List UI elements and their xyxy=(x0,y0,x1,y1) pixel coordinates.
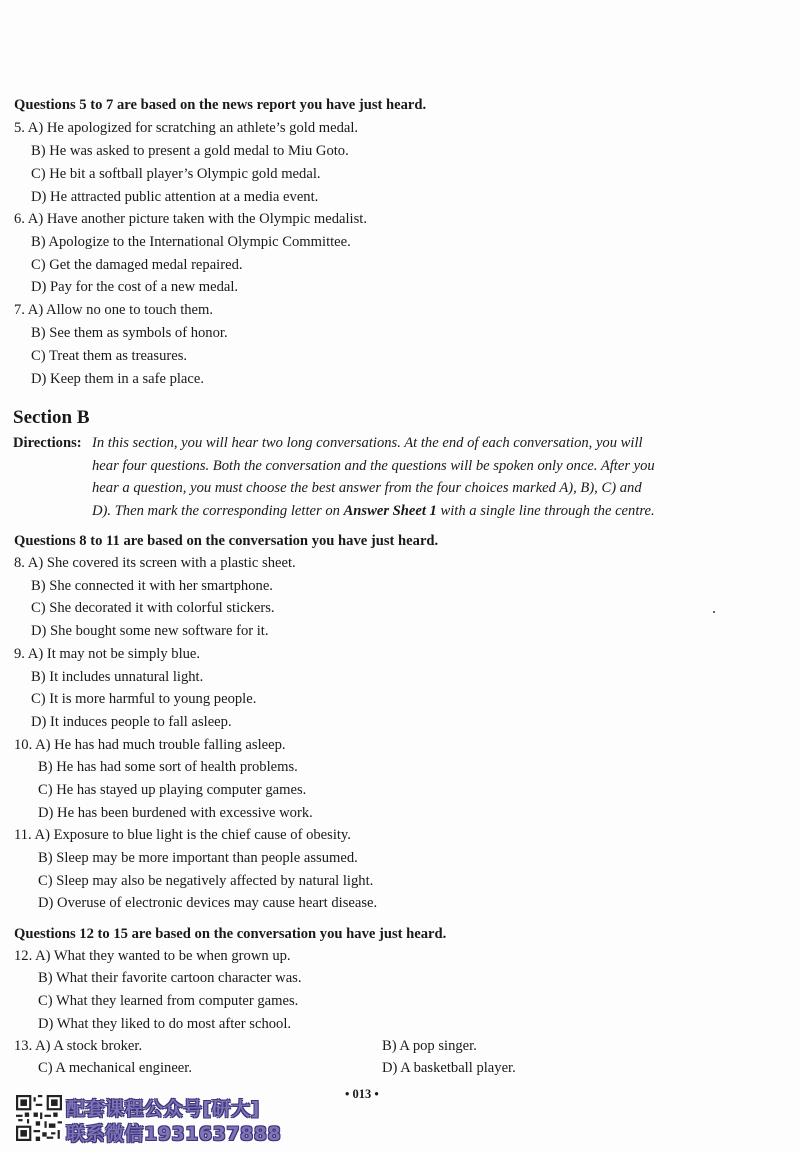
option-10d: D) He has been burdened with excessive work. xyxy=(38,805,313,821)
option-7d: D) Keep them in a safe place. xyxy=(31,371,205,387)
option-12b: B) What their favorite cartoon character was. xyxy=(38,970,302,986)
option-5c: C) He bit a softball player’s Olympic gold medal. xyxy=(31,166,321,182)
promo-watermark-line-1: 配套课程公众号[研大] xyxy=(66,1098,260,1120)
option-7b: B) See them as symbols of honor. xyxy=(31,325,228,341)
directions-line-1: In this section, you will hear two long conversations. At the end of each conversation, you will xyxy=(92,435,643,451)
directions-line-2: hear four questions. Both the conversation and the questions will be spoken only once. After you xyxy=(92,457,655,474)
question-10: 10. A) He has had much trouble falling asleep. xyxy=(14,737,286,753)
question-6: 6. A) Have another picture taken with the Olympic medalist. xyxy=(14,211,367,227)
option-9d: D) It induces people to fall asleep. xyxy=(31,714,232,730)
qr-code-icon xyxy=(16,1095,62,1141)
question-group-heading: Questions 12 to 15 are based on the conversation you have just heard. xyxy=(14,926,447,942)
option-11d: D) Overuse of electronic devices may cause heart disease. xyxy=(38,895,378,911)
option-11b: B) Sleep may be more important than people assumed. xyxy=(38,850,358,866)
question-12: 12. A) What they wanted to be when grown up. xyxy=(14,948,291,964)
option-13b: B) A pop singer. xyxy=(382,1038,477,1054)
directions-label: Directions: xyxy=(13,435,82,451)
option-9c: C) It is more harmful to young people. xyxy=(31,691,257,707)
option-6c: C) Get the damaged medal repaired. xyxy=(31,257,243,273)
option-12c: C) What they learned from computer games. xyxy=(38,993,299,1009)
question-11: 11. A) Exposure to blue light is the chief cause of obesity. xyxy=(14,827,351,843)
option-8b: B) She connected it with her smartphone. xyxy=(31,578,273,594)
question-group-heading: Questions 8 to 11 are based on the conversation you have just heard. xyxy=(14,533,439,549)
section-title: Section B xyxy=(13,407,90,428)
option-8d: D) She bought some new software for it. xyxy=(31,623,269,639)
option-6b: B) Apologize to the International Olympic Committee. xyxy=(31,234,351,250)
question-9: 9. A) It may not be simply blue. xyxy=(14,646,201,662)
question-7: 7. A) Allow no one to touch them. xyxy=(14,302,214,318)
question-group-heading: Questions 5 to 7 are based on the news report you have just heard. xyxy=(14,97,427,113)
option-10c: C) He has stayed up playing computer games. xyxy=(38,782,307,798)
option-8c: C) She decorated it with colorful stickers. xyxy=(31,600,275,616)
question-5: 5. A) He apologized for scratching an athlete’s gold medal. xyxy=(14,120,359,136)
question-13: 13. A) A stock broker. xyxy=(14,1038,143,1054)
option-9b: B) It includes unnatural light. xyxy=(31,669,204,685)
option-7c: C) Treat them as treasures. xyxy=(31,348,188,364)
option-5b: B) He was asked to present a gold medal to Miu Goto. xyxy=(31,143,349,159)
option-13d: D) A basketball player. xyxy=(382,1060,516,1076)
directions-line-4: D). Then mark the corresponding letter on Answer Sheet 1 with a single line through the centre. xyxy=(92,502,655,519)
answer-sheet-ref: Answer Sheet 1 xyxy=(343,502,437,519)
option-6d: D) Pay for the cost of a new medal. xyxy=(31,279,239,295)
page-number: • 013 • xyxy=(345,1087,379,1101)
option-13c: C) A mechanical engineer. xyxy=(38,1060,192,1076)
option-10b: B) He has had some sort of health problems. xyxy=(38,759,298,775)
option-12d: D) What they liked to do most after school. xyxy=(38,1016,292,1032)
option-11c: C) Sleep may also be negatively affected by natural light. xyxy=(38,873,374,889)
question-8: 8. A) She covered its screen with a plastic sheet. xyxy=(14,555,296,571)
option-5d: D) He attracted public attention at a media event. xyxy=(31,189,319,205)
promo-watermark-line-2: 联系微信1931637888 xyxy=(66,1123,282,1145)
stray-mark xyxy=(713,611,715,613)
directions-line-3: hear a question, you must choose the best answer from the four choices marked A), B), C) and xyxy=(92,480,642,496)
